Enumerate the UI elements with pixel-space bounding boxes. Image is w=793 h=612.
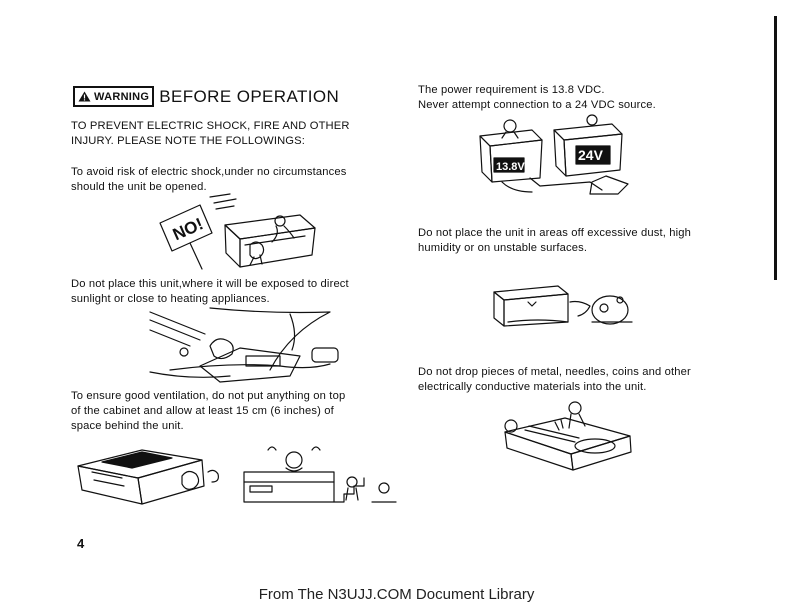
- metal-illustration: [495, 400, 640, 472]
- warning-heading: [73, 86, 339, 107]
- power-line: The power requirement is 13.8 VDC.: [418, 84, 605, 96]
- item-line: To ensure good ventilation, do not put anything on top: [71, 390, 346, 402]
- item-line: of the cabinet and allow at least 15 cm (6 inches) of: [71, 405, 334, 417]
- metal-line: electrically conductive materials into the unit.: [418, 381, 647, 393]
- warning-triangle-icon: [78, 91, 91, 102]
- metal-text: [418, 365, 691, 395]
- margin-bar: [774, 16, 777, 280]
- page-number: 4: [77, 536, 85, 551]
- item-line: sunlight or close to heating appliances.: [71, 293, 270, 305]
- battery-24v-label: 24V: [578, 147, 603, 163]
- battery-13v-label: 13.8V: [496, 161, 525, 173]
- battery-illustration: [472, 116, 647, 200]
- ventilation-illustration: [72, 442, 402, 512]
- warning-badge: [73, 86, 154, 107]
- dust-line: humidity or on unstable surfaces.: [418, 242, 588, 254]
- item-line: To avoid risk of electric shock,under no circumstances: [71, 166, 347, 178]
- intro-text: [71, 119, 350, 149]
- dust-text: [418, 226, 691, 256]
- power-line: Never attempt connection to a 24 VDC source.: [418, 99, 656, 111]
- no-sign-text: NO!: [169, 214, 207, 245]
- dust-illustration: [488, 282, 643, 328]
- item-sunlight-text: [71, 277, 349, 307]
- item-line: should the unit be opened.: [71, 181, 207, 193]
- footer-text: From The N3UJJ.COM Document Library: [258, 586, 535, 603]
- dust-line: Do not place the unit in areas off excessive dust, high: [418, 227, 691, 239]
- intro-line: INJURY. PLEASE NOTE THE FOLLOWINGS:: [71, 135, 306, 147]
- item-ventilation-text: [71, 389, 345, 434]
- warning-badge-label: WARNING: [94, 90, 150, 103]
- metal-line: Do not drop pieces of metal, needles, coins and other: [418, 366, 691, 378]
- sunlight-illustration: [140, 306, 350, 386]
- section-title: BEFORE OPERATION: [159, 86, 340, 106]
- power-text: [418, 83, 656, 113]
- item-line: space behind the unit.: [71, 420, 184, 432]
- intro-line: TO PREVENT ELECTRIC SHOCK, FIRE AND OTHER: [71, 120, 350, 132]
- item-shock-text: [71, 165, 346, 195]
- item-line: Do not place this unit,where it will be exposed to direct: [71, 278, 349, 290]
- no-open-illustration: [150, 193, 320, 273]
